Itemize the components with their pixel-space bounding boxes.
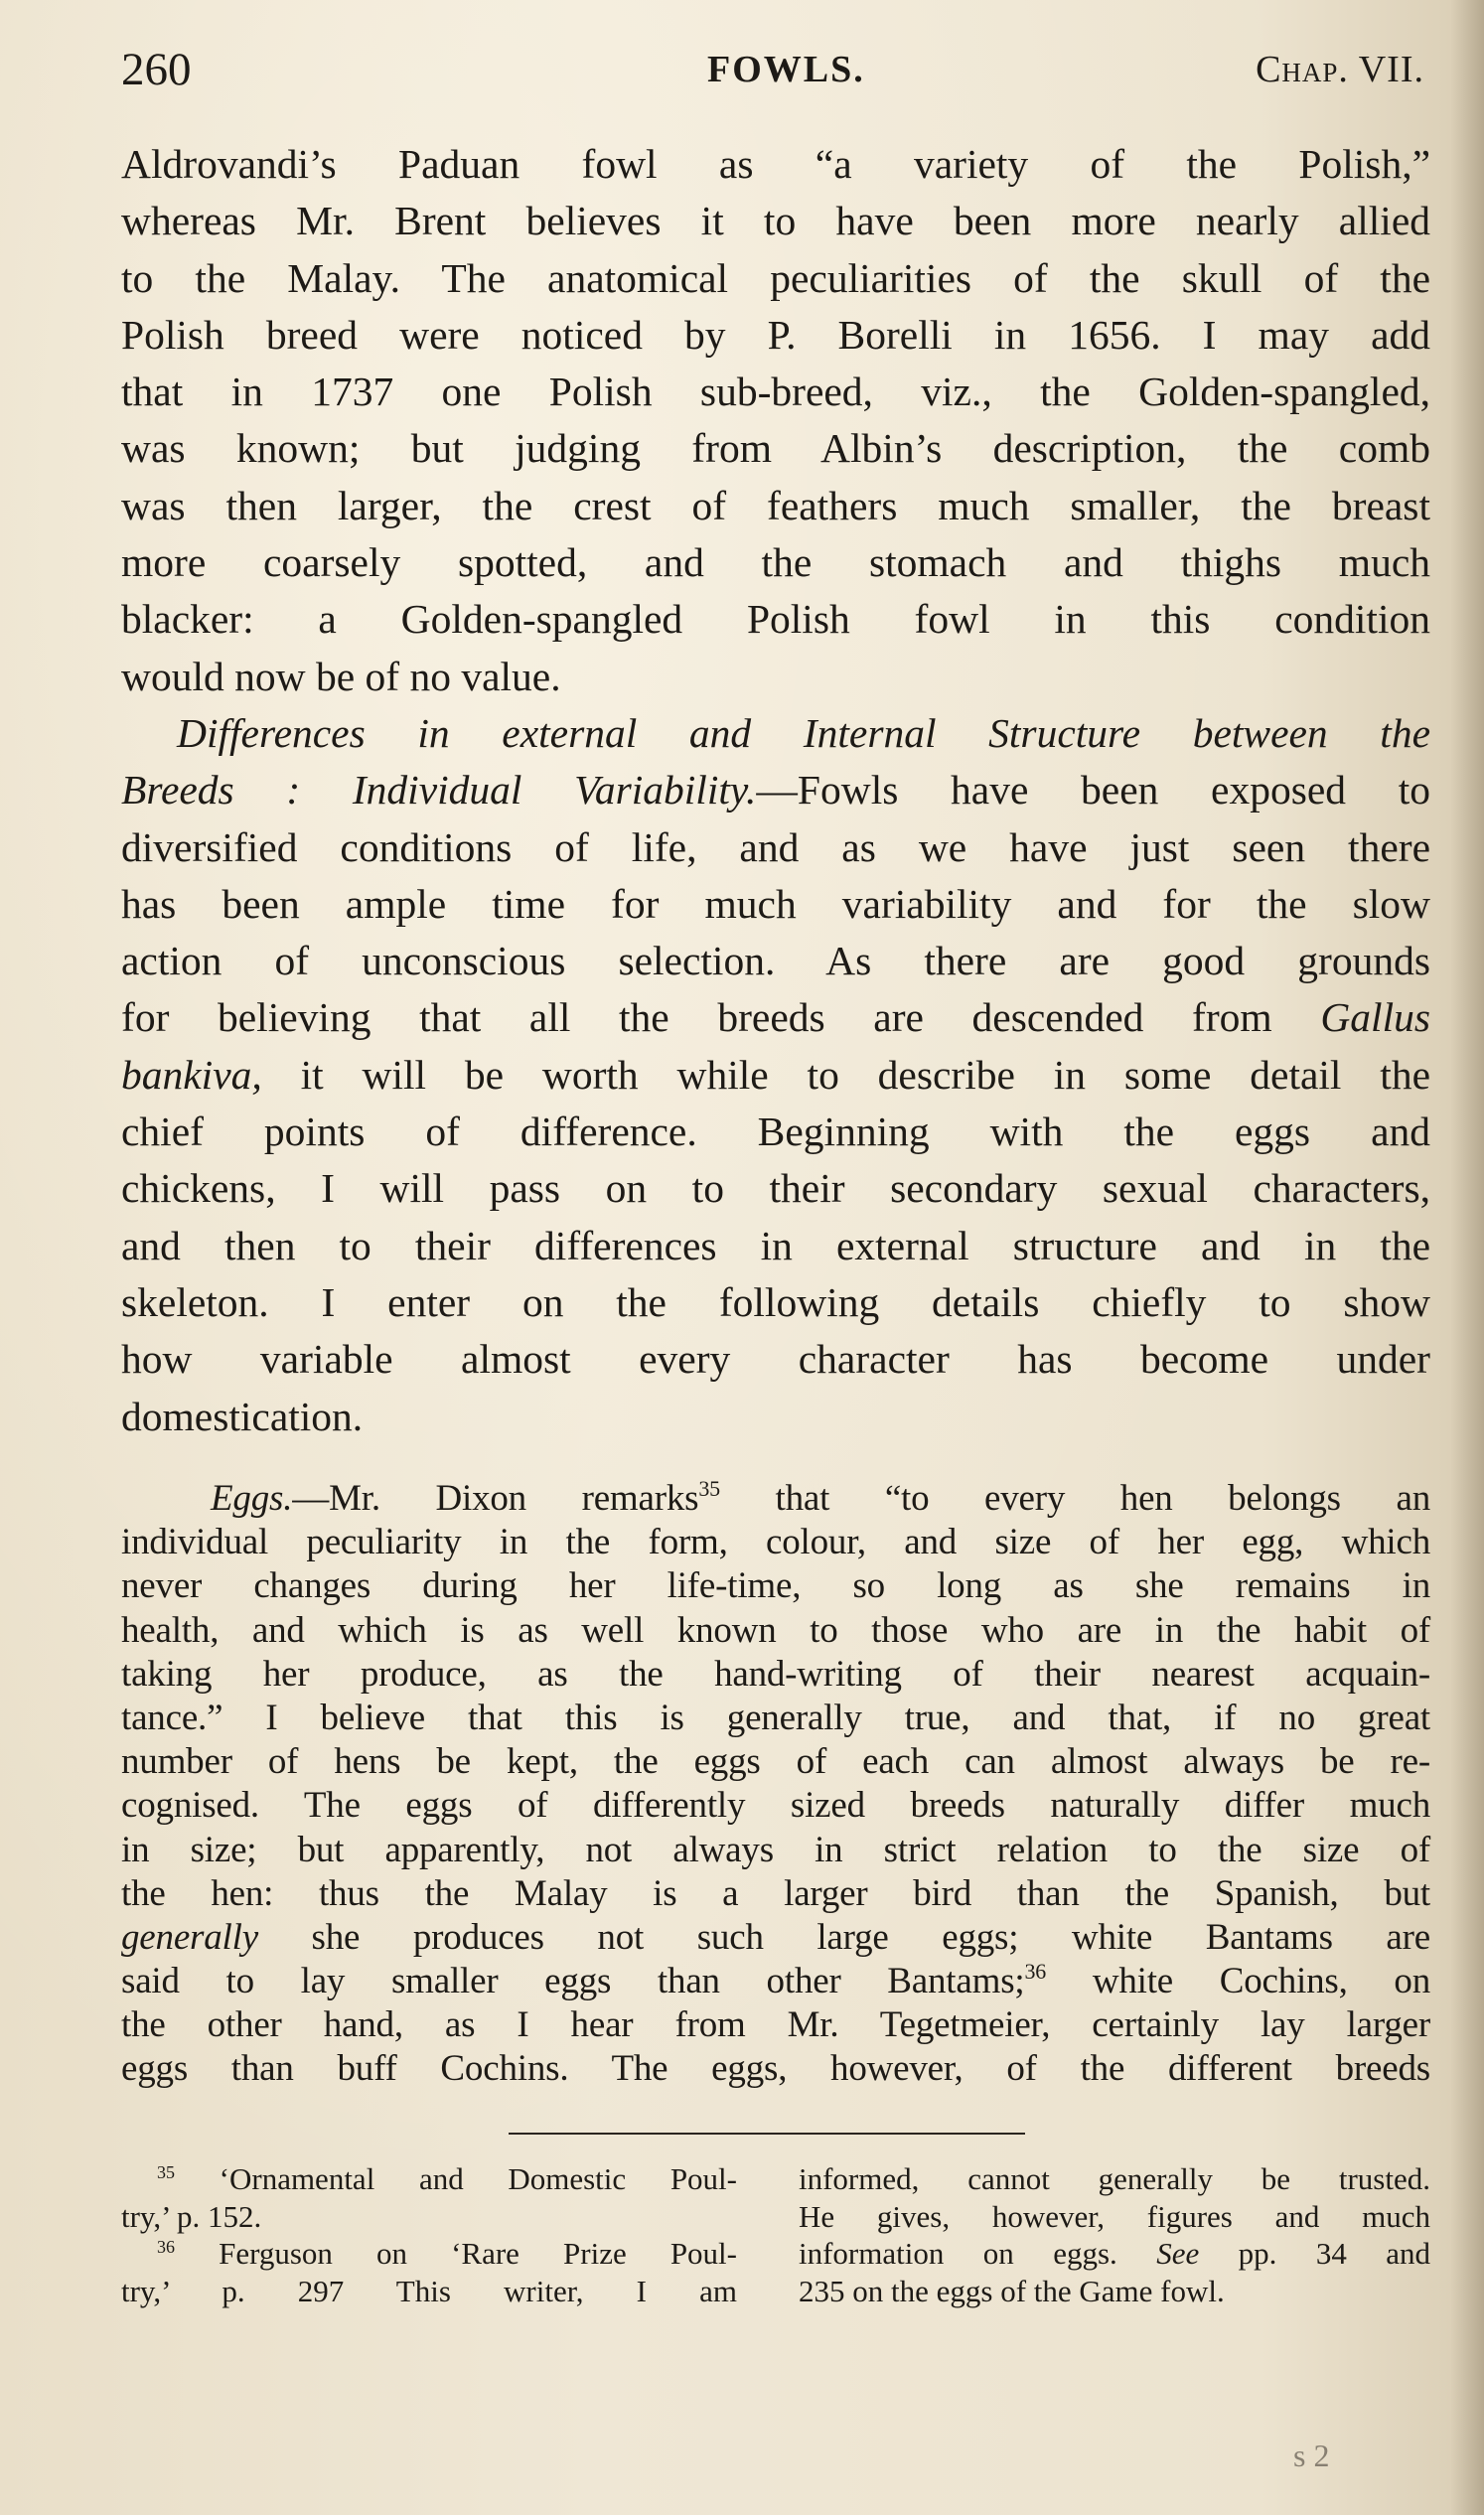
footnote-line: He gives, however, figures and much [799, 2198, 1430, 2234]
footnote-36 [121, 2235, 737, 2273]
text-line [121, 1477, 1430, 1521]
paragraph-eggs [121, 1477, 1430, 2092]
text-line: in size; but apparently, not always in strict relation to the size of [121, 1829, 1430, 1870]
text-line: to the Malay. The anatomical peculiarities of the skull of the [121, 254, 1430, 301]
footnote-divider [509, 2133, 1025, 2135]
section-heading-line [121, 705, 1430, 762]
text-line: cognised. The eggs of differently sized breeds naturally differ much [121, 1785, 1430, 1827]
text-run: information on eggs. [799, 2236, 1157, 2271]
text-line: blacker: a Golden-spangled Polish fowl in this condition [121, 596, 1430, 643]
text-line: chief points of difference. Beginning with the eggs and [121, 1109, 1430, 1155]
text-line: has been ample time for much variability and for the slow [121, 880, 1430, 927]
chapter-label: Chap. VII. [1256, 49, 1424, 90]
footnote-35 [121, 2160, 737, 2198]
main-text [121, 136, 1430, 1445]
paragraph-differences [121, 705, 1430, 1445]
text-line [121, 762, 1430, 818]
text-run: that “to every hen belongs an [719, 1478, 1430, 1519]
text-line: was known; but judging from Albin’s description, the comb [121, 425, 1430, 472]
section-heading-end: Breeds : Individual Variability. [121, 767, 757, 814]
footnote-text: ‘Ornamental and Domestic Poul- [219, 2161, 737, 2196]
text-line: and then to their differences in external structure and in the [121, 1222, 1430, 1268]
footnote-mark: 36 [157, 2237, 175, 2257]
signature-mark: s 2 [1293, 2438, 1330, 2473]
footnote-text: Ferguson on ‘Rare Prize Poul- [219, 2236, 737, 2271]
text-line: more coarsely spotted, and the stomach and thighs much [121, 539, 1430, 586]
footnote-line: informed, cannot generally be trusted. [799, 2161, 1430, 2196]
running-header [121, 40, 1424, 99]
text-line: tance.” I believe that this is generally true, and that, if no great [121, 1697, 1430, 1738]
text-line [121, 989, 1430, 1046]
text-line: the hen: thus the Malay is a larger bird than the Spanish, but [121, 1872, 1430, 1914]
text-run: —Fowls have been exposed to [756, 767, 1430, 814]
text-line: domestication. [121, 1393, 364, 1439]
paragraph-aldrovandi [121, 136, 1430, 705]
footnote-column-right [799, 2160, 1430, 2309]
text-line: never changes during her life-time, so long as she remains in [121, 1565, 1430, 1607]
text-line: action of unconscious selection. As there are good grounds [121, 938, 1430, 984]
footnote-line: 235 on the eggs of the Game fowl. [799, 2273, 1225, 2308]
text-line: diversified conditions of life, and as we have just seen there [121, 823, 1430, 870]
text-line: whereas Mr. Brent believes it to have been more nearly allied [121, 198, 1430, 244]
text-line: number of hens be kept, the eggs of each can almost always be re- [121, 1741, 1430, 1783]
text-run: white Cochins, on [1046, 1961, 1431, 2002]
text-line [121, 1960, 1430, 2003]
footnote-mark: 35 [157, 2162, 175, 2182]
text-line: Aldrovandi’s Paduan fowl as “a variety of the Polish,” [121, 141, 1430, 187]
footnote-line: try,’ p. 152. [121, 2198, 262, 2234]
species-name: bankiva, [121, 1051, 262, 1098]
emphasis: See [1156, 2236, 1200, 2271]
text-line [121, 1047, 1430, 1104]
text-run: she produces not such large eggs; white Bantams are [257, 1916, 1430, 1958]
footnote-line: try,’ p. 297 This writer, I am [121, 2273, 737, 2308]
text-run: said to lay smaller eggs than other Bantams; [121, 1961, 1025, 2002]
text-run: pp. 34 and [1199, 2236, 1431, 2271]
text-run: for believing that all the breeds are descended from [121, 994, 1272, 1041]
text-line: was then larger, the crest of feathers much smaller, the breast [121, 482, 1430, 528]
footnote-column-left [121, 2160, 737, 2309]
emphasis: generally [121, 1916, 258, 1958]
page-edge-shadow [1450, 0, 1484, 2515]
text-line [121, 1916, 1430, 1960]
text-line: how variable almost every character has become under [121, 1336, 1430, 1383]
text-line: individual peculiarity in the form, colour, and size of her egg, which [121, 1522, 1430, 1563]
running-title: FOWLS. [707, 49, 865, 90]
text-line: health, and which is as well known to those who are in the habit of [121, 1609, 1430, 1651]
text-line: would now be of no value. [121, 653, 561, 699]
text-line: that in 1737 one Polish sub-breed, viz., the Golden-spangled, [121, 369, 1430, 415]
footnote-line [799, 2235, 1430, 2273]
text-line: taking her produce, as the hand-writing of their nearest acquain- [121, 1653, 1430, 1695]
text-run: it will be worth while to describe in some detail the [261, 1051, 1430, 1098]
footnote-ref-36[interactable]: 36 [1024, 1959, 1047, 1985]
species-name: Gallus [1320, 994, 1430, 1041]
section-heading: Differences in external and Internal Structure between the [177, 709, 1430, 756]
text-line: skeleton. I enter on the following details chiefly to show [121, 1278, 1430, 1325]
text-line: Polish breed were noticed by P. Borelli in 1656. I may add [121, 311, 1430, 358]
text-line: the other hand, as I hear from Mr. Tegetmeier, certainly lay larger [121, 2004, 1430, 2046]
text-line: eggs than buff Cochins. The eggs, however, of the different breeds [121, 2048, 1430, 2090]
subsection-lead: Eggs. [211, 1478, 293, 1519]
page-number: 260 [121, 44, 192, 95]
text-run: —Mr. Dixon remarks [292, 1478, 699, 1519]
footnote-ref-35[interactable]: 35 [698, 1476, 720, 1501]
text-line: chickens, I will pass on to their secondary sexual characters, [121, 1165, 1430, 1212]
footnotes [121, 2160, 1430, 2359]
